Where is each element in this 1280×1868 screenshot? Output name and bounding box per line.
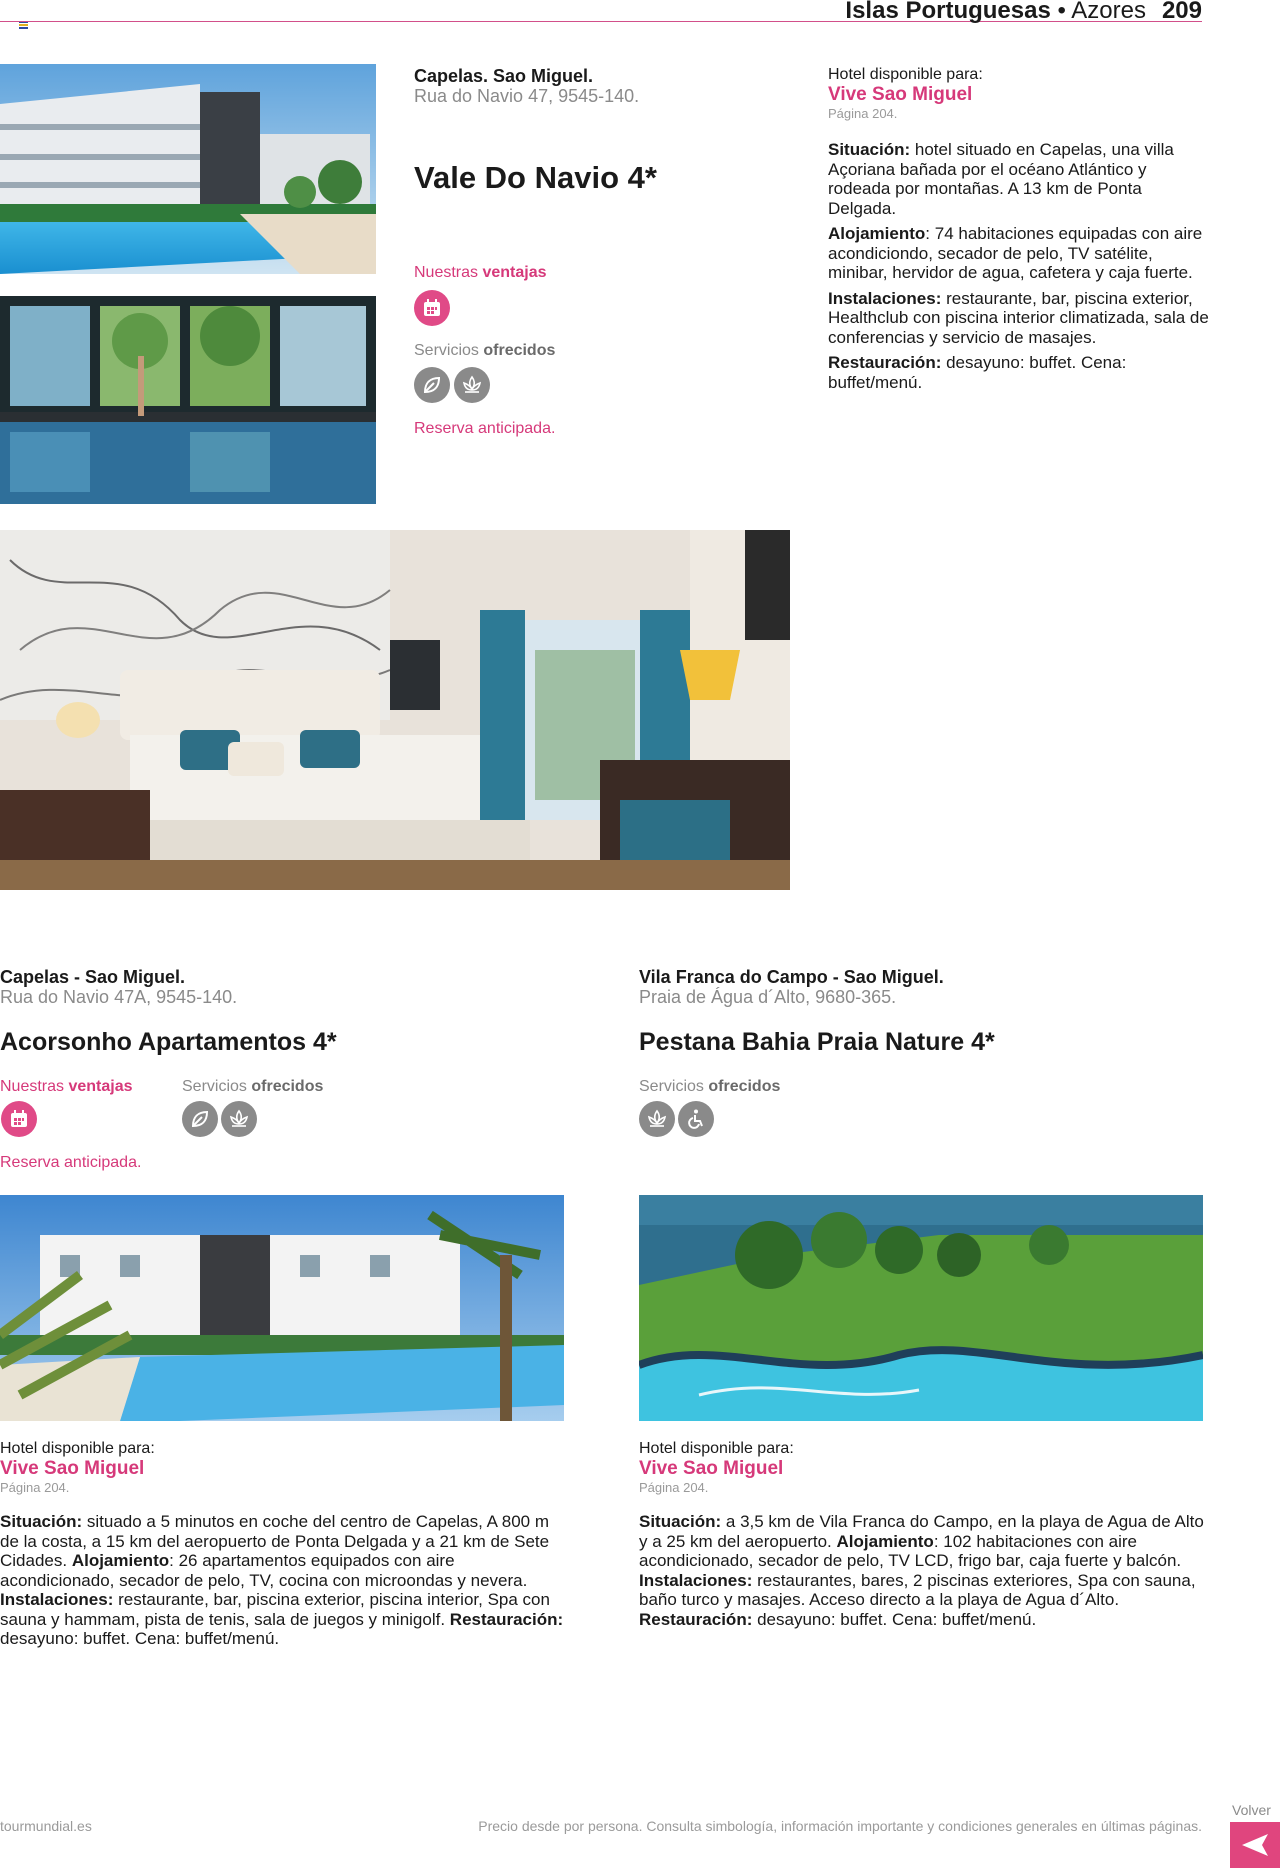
situacion-text: situado a 5 minutos en coche del centro de Capelas, A 800 m de la costa, a 15 km del aeropuerto de Ponta Delgada y a 21 km de Sete Cidades. [0,1512,550,1570]
alojamiento-text: : 26 apartamentos equipados con aire acondicionado, secador de pelo, TV, cocina con microondas y nevera. [0,1551,528,1590]
hotel1-servicios-label [414,342,555,360]
available-page: Página 204. [639,1480,709,1495]
leaf-icon [182,1101,218,1137]
hotel1-description [828,140,1210,398]
hotel3-address: Praia de Água d´Alto, 9680-365. [639,987,897,1007]
ventajas-word1: Nuestras [414,264,483,281]
alojamiento-label: Alojamiento [836,1531,934,1551]
restauracion-text: desayuno: buffet. Cena: buffet/menú. [828,353,1127,392]
available-label: Hotel disponible para: [639,1440,794,1457]
available-page: Página 204. [828,106,898,121]
calendar-icon [1,1101,37,1137]
instalaciones-label: Instalaciones: [0,1590,114,1609]
hotel2-description [0,1512,572,1655]
hotel1-indoor-pool-photo [0,296,376,504]
ventajas-word2: ventajas [482,264,547,281]
hotel3-servicios-label [639,1078,780,1096]
instalaciones-text: restaurante, bar, piscina exterior, piscina interior, Spa con sauna y hammam, pista de tenis, sala de juegos y minigolf. [0,1590,550,1629]
instalaciones-label: Instalaciones: [639,1570,753,1590]
back-arrow-icon [1240,1832,1270,1858]
flag-icon [19,21,28,28]
servicios-word1: Servicios [414,342,484,359]
restauracion-text: desayuno: buffet. Cena: buffet/menú. [0,1629,280,1648]
calendar-icon [414,290,450,326]
available-link[interactable]: Vive Sao Miguel [639,1458,784,1479]
hotel1-bedroom-photo [0,530,790,890]
header-section: Islas Portuguesas [845,0,1051,24]
restauracion-label: Restauración: [639,1609,753,1629]
volver-button[interactable] [1230,1822,1280,1868]
footer-site[interactable]: tourmundial.es [0,1818,92,1834]
servicios-word1: Servicios [182,1078,252,1095]
alojamiento-text: : 74 habitaciones equipadas con aire acondiciondo, secador de pelo, TV satélite, minibar, hervidor de agua, cafetera y caja fuerte. [828,224,1203,282]
servicios-word2: ofrecidos [708,1078,781,1095]
alojamiento-label: Alojamiento [828,224,926,243]
situacion-label: Situación: [0,1512,83,1531]
hotel2-pool-photo [0,1195,564,1421]
situacion-text: hotel situado en Capelas, una villa Açoriana bañada por el océano Atlántico y rodeada por montañas. A 13 km de Ponta Delgada. [828,140,1174,218]
restauracion-text: desayuno: buffet. Cena: buffet/menú. [752,1609,1037,1629]
hotel1-name: Vale Do Navio 4* [414,160,657,195]
situacion-label: Situación: [828,140,911,159]
instalaciones-text: restaurante, bar, piscina exterior, Healthclub con piscina interior climatizada, sala de conferencias y servicio de masajes. [828,288,1209,347]
hotel2-address: Rua do Navio 47A, 9545-140. [0,987,238,1007]
lotus-spa-icon [221,1101,257,1137]
header-region: Azores [1071,0,1146,24]
header-separator: • [1050,0,1072,24]
servicios-word2: ofrecidos [483,342,556,359]
hotel2-availability [0,1440,560,1495]
hotel1-pool-photo [0,64,376,274]
lotus-spa-icon [639,1101,675,1137]
hotel1-location: Capelas. Sao Miguel. [414,66,594,86]
situacion-text: a 3,5 km de Vila Franca do Campo, en la playa de Agua de Alto y a 25 km del aeropuerto. [639,1512,1204,1551]
page-number: 209 [1161,0,1202,24]
hotel1-address: Rua do Navio 47, 9545-140. [414,86,640,106]
servicios-word1: Servicios [639,1078,709,1095]
lotus-spa-icon [454,367,490,403]
hotel2-servicios-label [182,1078,323,1096]
available-label: Hotel disponible para: [828,66,983,83]
instalaciones-text: restaurantes, bares, 2 piscinas exteriores, Spa con sauna, baño turco y masajes. Acceso directo a la playa de Agua d´Alto. [639,1570,1196,1609]
hotel2-location: Capelas - Sao Miguel. [0,967,186,987]
hotel2-reserva: Reserva anticipada. [0,1154,142,1171]
available-link[interactable]: Vive Sao Miguel [828,84,973,105]
hotel2-name: Acorsonho Apartamentos 4* [0,1028,337,1056]
hotel2-ventajas-label [0,1078,133,1096]
hotel3-name: Pestana Bahia Praia Nature 4* [639,1028,995,1056]
hotel3-aerial-photo [639,1195,1203,1421]
alojamiento-text: : 102 habitaciones con aire acondicionado, secador de pelo, TV LCD, frigo bar, caja fuerte y balcón. [639,1531,1182,1570]
wheelchair-icon [678,1101,714,1137]
volver-label[interactable]: Volver [1232,1802,1271,1818]
page-header [845,0,1202,25]
hotel1-reserva: Reserva anticipada. [414,420,556,437]
situacion-label: Situación: [639,1512,722,1531]
available-link[interactable]: Vive Sao Miguel [0,1458,145,1479]
ventajas-word1: Nuestras [0,1078,69,1095]
hotel3-availability [639,1440,1199,1495]
leaf-icon [414,367,450,403]
available-label: Hotel disponible para: [0,1440,155,1457]
ventajas-word2: ventajas [68,1078,133,1095]
alojamiento-label: Alojamiento [71,1551,170,1570]
servicios-word2: ofrecidos [251,1078,324,1095]
footer-note: Precio desde por persona. Consulta simbología, información importante y condiciones generales en últimas páginas. [478,1818,1202,1834]
instalaciones-label: Instalaciones: [828,288,942,308]
available-page: Página 204. [0,1480,70,1495]
restauracion-label: Restauración: [828,353,942,372]
hotel3-description [639,1512,1211,1635]
hotel1-availability [828,66,1208,121]
hotel1-ventajas-label [414,264,547,282]
hotel3-location: Vila Franca do Campo - Sao Miguel. [639,967,944,987]
restauracion-label: Restauración: [449,1609,564,1629]
